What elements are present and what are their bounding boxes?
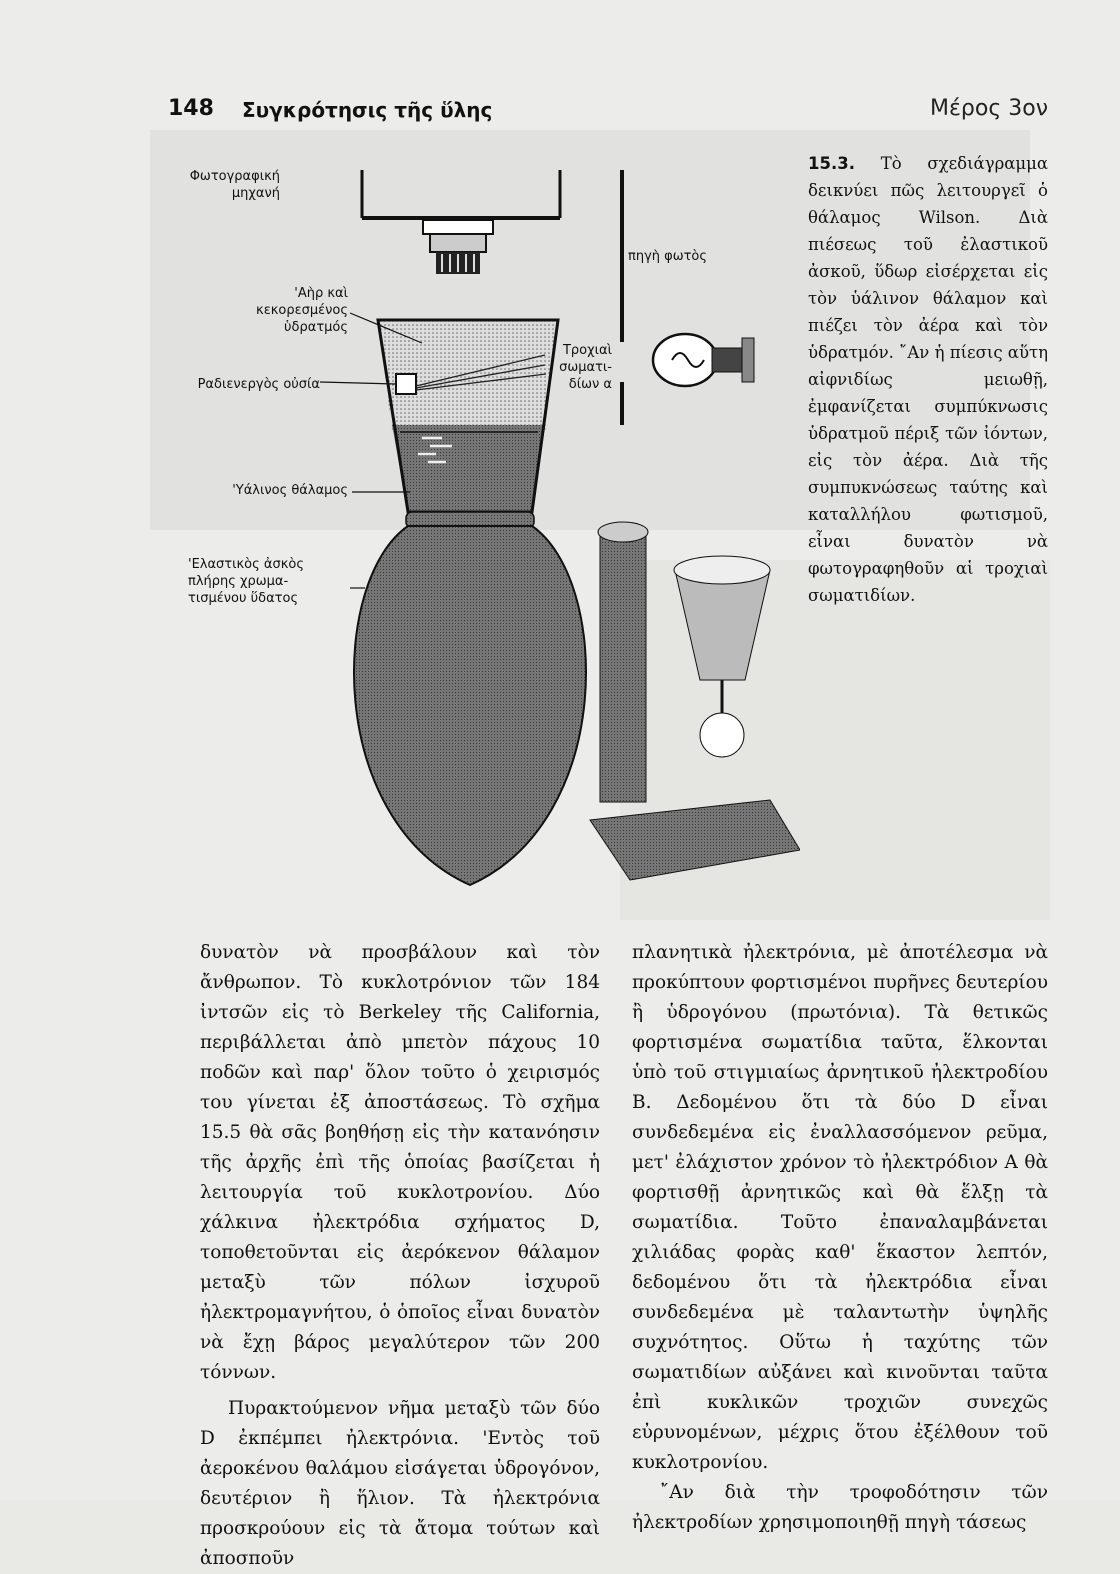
- label-air-vapor: 'Αὴρ καὶ κεκορεσμένος ὑδρατμός: [256, 286, 348, 335]
- glass-chamber-drawing: [378, 320, 558, 528]
- light-source-drawing: [622, 170, 754, 425]
- part-label: Μέρος 3ον: [930, 96, 1048, 121]
- caption-number: 15.3.: [808, 154, 855, 173]
- caption-text: Τὸ σχεδιάγραμμα δεικνύει πῶς λειτουργεῖ ὁ θάλαμος Wilson. Διὰ πιέσεως τοῦ ἐλαστικοῦ ἀσκοῦ, ὕδωρ εἰσέρχεται εἰς τὸν ὑάλινον θάλαμον καὶ πιέζει τὸν ἀέρα καὶ τὸν ὑδρατμόν. ῎Αν ἡ πίεσις αὕτη αἰφνιδίως μειωθῇ, ἐμφανίζεται συμπύκνωσις ὑδρατμοῦ πέριξ τῶν ἰόντων, εἰς τὸν ἀέρα. Διὰ τῆς συμπυκνώσεως ταύτης καὶ καταλλήλου φωτισμοῦ, εἶναι δυνατὸν νὰ φωτογραφηθοῦν αἱ τροχιαὶ σωματιδίων.: [808, 154, 1048, 605]
- paragraph: δυνατὸν νὰ προσβάλουν καὶ τὸν ἄνθρωπον. Τὸ κυκλοτρόνιον τῶν 184 ἰντσῶν εἰς τὸ Berkeley τῆς California, περιβάλλεται ἀπὸ μπετὸν πάχους 10 ποδῶν καὶ παρ' ὅλον τοῦτο ὁ χειρισμός του γίνεται ἐξ ἀποστάσεως. Τὸ σχῆμα 15.5 θὰ σᾶς βοηθήσῃ εἰς τὴν κατανόησιν τῆς ἀρχῆς ἐπὶ τῆς ὁποίας βασίζεται ἡ λειτουργία τοῦ κυκλοτρονίου. Δύο χάλκινα ἠλεκτρόδια σχήματος D, τοποθετοῦνται εἰς ἀερόκενον θάλαμον μεταξὺ τῶν πόλων ἰσχυροῦ ἠλεκτρομαγνήτου, ὁ ὁποῖος εἶναι δυνατὸν νὰ ἔχῃ βάρος μεγαλύτερον τῶν 200 τόννων.: [200, 942, 600, 1383]
- label-rubber-bulb: 'Ελαστικὸς ἀσκὸς πλήρης χρωμα- τισμένου ὕδατος: [188, 557, 304, 606]
- paragraph: Πυρακτούμενον νῆμα μεταξὺ τῶν δύο D ἐκπέμπει ἠλεκτρόνια. 'Εντὸς τοῦ ἀεροκένου θαλάμου εἰσάγεται ὑδρογόνον, δευτέριον ἢ ἥλιον. Τὰ ἠλεκτρόνια προσκρούουν εἰς τὰ ἄτομα τούτων καὶ ἀποσποῦν: [200, 1398, 600, 1569]
- left-column: [200, 938, 600, 1574]
- label-glass-chamber: 'Υάλινος θάλαμος: [232, 483, 348, 498]
- page-number: 148: [168, 96, 214, 121]
- rubber-bulb-drawing: [354, 526, 586, 885]
- figure-drawing: [160, 160, 800, 900]
- running-title: Συγκρότησις τῆς ὕλης: [242, 98, 493, 122]
- camera-drawing: [362, 170, 560, 274]
- wilson-chamber-figure: [160, 160, 800, 900]
- apparatus-photo: [590, 522, 800, 880]
- label-radioactive-substance: Ραδιενεργὸς οὐσία: [197, 377, 320, 392]
- running-header: [168, 96, 1048, 132]
- paragraph: ῎Αν διὰ τὴν τροφοδότησιν τῶν ἠλεκτροδίων χρησιμοποιηθῇ πηγὴ τάσεως: [632, 1482, 1048, 1533]
- paragraph: πλανητικὰ ἠλεκτρόνια, μὲ ἀποτέλεσμα νὰ προκύπτουν φορτισμένοι πυρῆνες δευτερίου ἢ ὑδρογόνου (πρωτόνια). Τὰ θετικῶς φορτισμένα σωματίδια ταῦτα, ἕλκονται ὑπὸ τοῦ στιγμιαίως ἀρνητικοῦ ἠλεκτροδίου Β. Δεδομένου ὅτι τὰ δύο D εἶναι συνδεδεμένα εἰς ἐναλλασσόμενον ρεῦμα, μετ' ἐλάχιστον χρόνον τὸ ἠλεκτρόδιον Α θὰ φορτισθῇ ἀρνητικῶς καὶ θὰ ἕλξῃ τὰ σωματίδια. Τοῦτο ἐπαναλαμβάνεται χιλιάδας φορὰς καθ' ἕκαστον λεπτόν, δεδομένου ὅτι τὰ ἠλεκτρόδια εἶναι συνδεδεμένα μὲ ταλαντωτὴν ὑψηλῆς συχνότητος. Οὕτω ἡ ταχύτης τῶν σωματιδίων αὐξάνει καὶ κινοῦνται ταῦτα ἐπὶ κυκλικῶν τροχιῶν συνεχῶς εὐρυνομένων, μέχρις ὅτου ἐξέλθουν τοῦ κυκλοτρονίου.: [632, 942, 1048, 1473]
- label-light-source: πηγὴ φωτὸς: [628, 249, 708, 264]
- label-alpha-tracks: Τροχιαὶ σωματι- δίων α: [559, 343, 612, 392]
- right-column: [632, 938, 1048, 1538]
- figure-caption: [808, 150, 1048, 609]
- label-camera: Φωτογραφική μηχανή: [189, 169, 280, 201]
